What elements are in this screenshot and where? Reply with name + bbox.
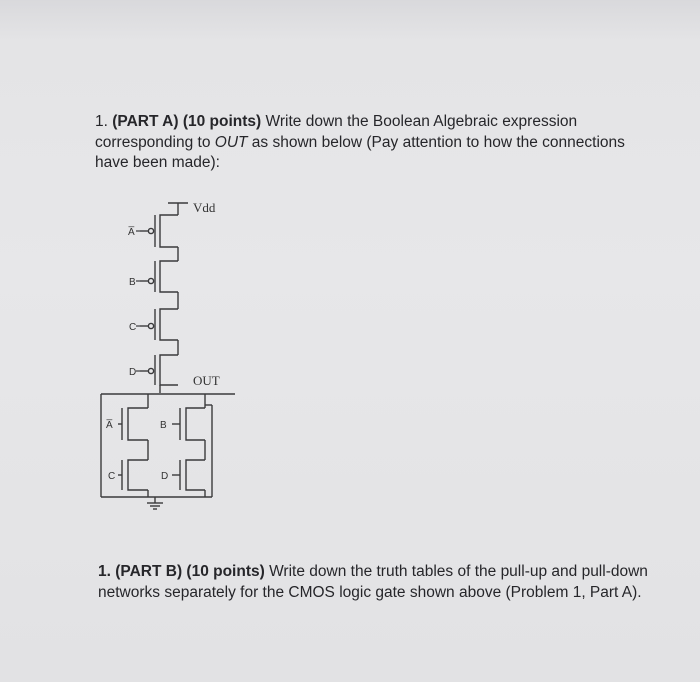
question-number: 1.	[95, 113, 108, 130]
pmos-transistor-d	[140, 355, 178, 385]
part-b-line-2: networks separately for the CMOS logic gate shown above (Problem 1, Part A).	[98, 583, 642, 601]
nmos-transistor-b	[172, 408, 205, 440]
part-a-heading: (PART A) (10 points)	[112, 113, 262, 130]
part-b-line-1	[98, 562, 678, 583]
pmos-input-b-label: B	[129, 277, 136, 288]
nmos-transistor-c	[118, 460, 148, 490]
part-b-text-1: Write down the truth tables of the pull-up and pull-down	[264, 563, 648, 580]
ground-icon	[147, 503, 163, 509]
out-term: OUT	[214, 133, 248, 151]
pmos-transistor-a	[140, 215, 178, 247]
pmos-transistor-c	[140, 309, 178, 340]
pmos-input-a-label: A̅	[128, 227, 135, 238]
vdd-label: Vdd	[193, 200, 216, 215]
nmos-transistor-a	[118, 408, 148, 440]
part-b-question	[98, 562, 678, 603]
part-a-line-3: have been made):	[95, 154, 220, 171]
part-a-text-1: Write down the Boolean Algebraic expression	[261, 113, 578, 130]
nmos-input-b-label: B	[160, 420, 167, 431]
pmos-transistor-b	[140, 261, 178, 292]
part-b-heading: 1. (PART B) (10 points)	[98, 563, 265, 580]
nmos-input-d-label: D	[161, 471, 169, 482]
part-a-text-2a: corresponding to	[95, 133, 215, 151]
part-a-text-2b: as shown below (Pay attention to how the connections	[247, 133, 625, 151]
nmos-input-c-label: C	[108, 471, 116, 482]
out-label: OUT	[193, 373, 220, 388]
nmos-transistor-d	[172, 460, 205, 490]
pmos-input-c-label: C	[129, 322, 137, 333]
pmos-input-d-label: D	[129, 367, 137, 378]
nmos-input-a-label: A̅	[106, 420, 113, 431]
